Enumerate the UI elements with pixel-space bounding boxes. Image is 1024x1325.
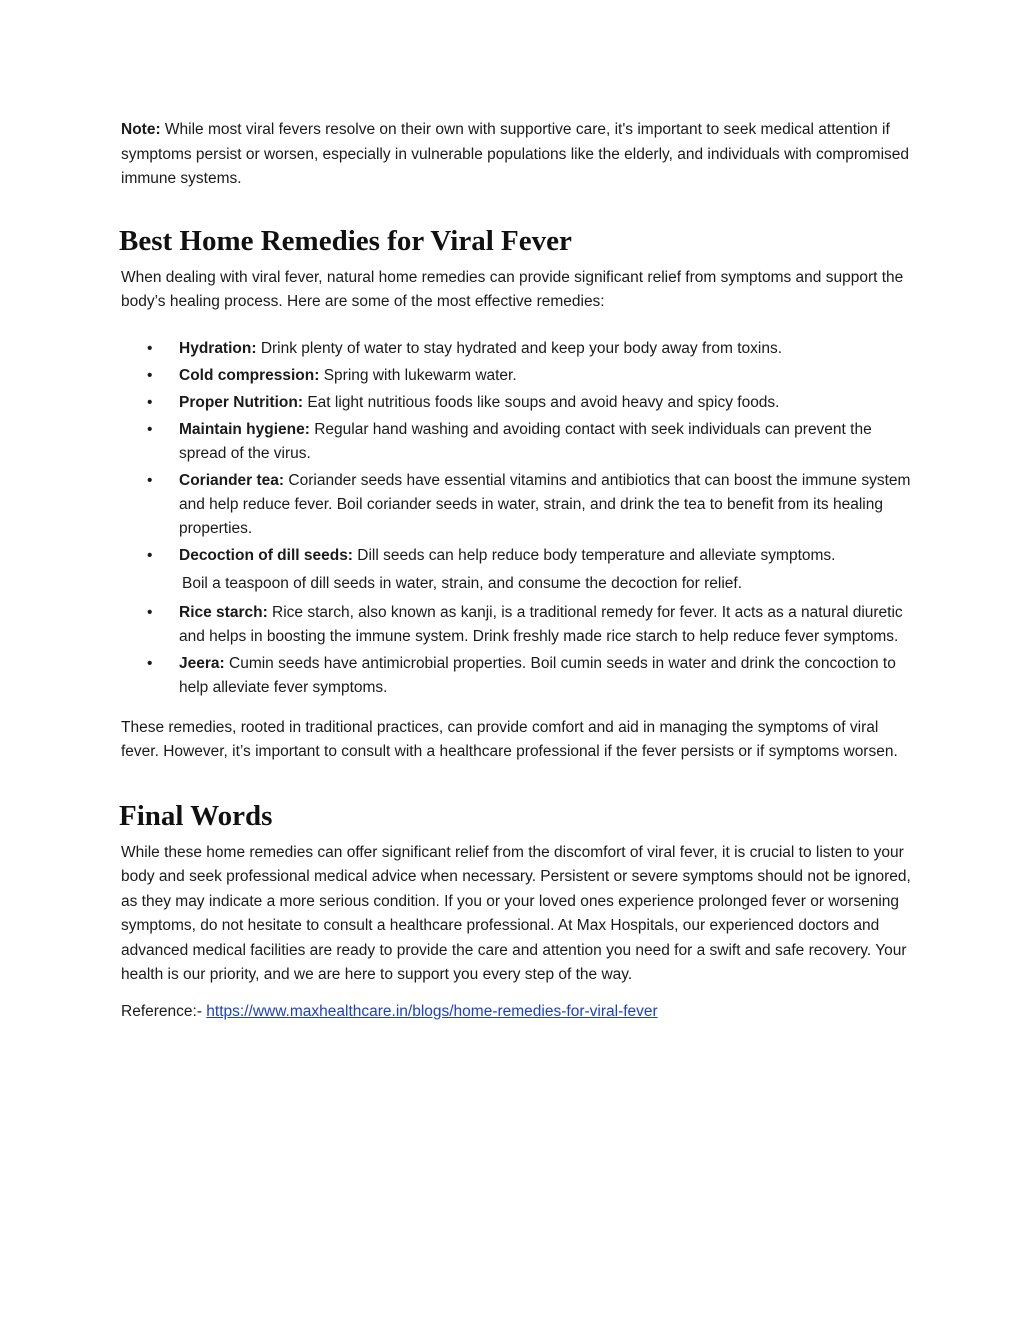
remedy-term: Jeera: [179, 654, 225, 672]
remedy-text: Eat light nutritious foods like soups and avoid heavy and spicy foods. [307, 393, 780, 411]
remedy-text: Regular hand washing and avoiding contact with seek individuals can prevent the spread of the virus. [179, 420, 872, 462]
bullet-icon: • [147, 471, 153, 489]
section-heading-final-words: Final Words [119, 799, 273, 832]
bullet-icon: • [147, 339, 153, 357]
remedy-term: Decoction of dill seeds: [179, 546, 353, 564]
reference-link[interactable]: https://www.maxhealthcare.in/blogs/home-remedies-for-viral-fever [206, 1002, 658, 1020]
remedy-text: Cumin seeds have antimicrobial properties. Boil cumin seeds in water and drink the concoction to help alleviate fever symptoms. [179, 654, 896, 696]
section-heading-remedies: Best Home Remedies for Viral Fever [119, 224, 572, 257]
remedy-term: Proper Nutrition: [179, 393, 303, 411]
remedy-term: Rice starch: [179, 603, 268, 621]
bullet-icon: • [147, 546, 153, 564]
remedies-outro: These remedies, rooted in traditional practices, can provide comfort and aid in managing the symptoms of viral fever. However, it’s important to consult with a healthcare professional if the fever persists or if symptoms worsen. [121, 718, 898, 760]
remedy-term: Maintain hygiene: [179, 420, 310, 438]
remedy-text: Rice starch, also known as kanji, is a traditional remedy for fever. It acts as a natural diuretic and helps in boosting the immune system. Drink freshly made rice starch to help reduce fever symptoms. [179, 603, 903, 645]
bullet-icon: • [147, 654, 153, 672]
list-item [121, 544, 911, 568]
remedy-text: Spring with lukewarm water. [323, 366, 517, 384]
note-paragraph [121, 118, 911, 192]
reference-label: Reference:- [121, 1002, 202, 1020]
remedy-text: Drink plenty of water to stay hydrated and keep your body away from toxins. [260, 339, 783, 357]
remedies-list [121, 337, 911, 568]
remedy-term: Hydration: [179, 339, 257, 357]
list-item [121, 391, 911, 415]
list-item [121, 601, 911, 649]
list-item [121, 652, 911, 700]
bullet-icon: • [147, 393, 153, 411]
list-item [121, 418, 911, 466]
dill-seeds-extra: Boil a teaspoon of dill seeds in water, strain, and consume the decoction for relief. [182, 574, 743, 592]
remedy-text: Dill seeds can help reduce body temperature and alleviate symptoms. [357, 546, 836, 564]
bullet-icon: • [147, 366, 153, 384]
reference-line [121, 1000, 911, 1025]
remedy-term: Cold compression: [179, 366, 320, 384]
final-words-paragraph: While these home remedies can offer significant relief from the discomfort of viral fever, it is crucial to listen to your body and seek professional medical advice when necessary. Persistent or severe symptoms should not be ignored, as they may indicate a more serious condition. If you or your loved ones experience prolonged fever or worsening symptoms, do not hesitate to consult a healthcare professional. At Max Hospitals, our experienced doctors and advanced medical facilities are ready to provide the care and attention you need for a swift and safe recovery. Your health is our priority, and we are here to support you every step of the way. [121, 843, 911, 983]
list-item [121, 364, 911, 388]
remedy-text: Coriander seeds have essential vitamins and antibiotics that can boost the immune system and help reduce fever. Boil coriander seeds in water, strain, and drink the tea to benefit from its healing properties. [179, 471, 911, 537]
note-text: While most viral fevers resolve on their own with supportive care, it's important to seek medical attention if symptoms persist or worsen, especially in vulnerable populations like the elderly, and individuals with compromised immune systems. [121, 121, 910, 187]
remedies-intro: When dealing with viral fever, natural home remedies can provide significant relief from symptoms and support the body’s healing process. Here are some of the most effective remedies: [121, 268, 904, 310]
remedies-list-continued [121, 601, 911, 700]
list-item [121, 469, 911, 541]
note-label: Note: [121, 121, 161, 138]
remedy-term: Coriander tea: [179, 471, 285, 489]
bullet-icon: • [147, 420, 153, 438]
bullet-icon: • [147, 603, 153, 621]
document-page [121, 118, 911, 1024]
list-item [121, 337, 911, 361]
